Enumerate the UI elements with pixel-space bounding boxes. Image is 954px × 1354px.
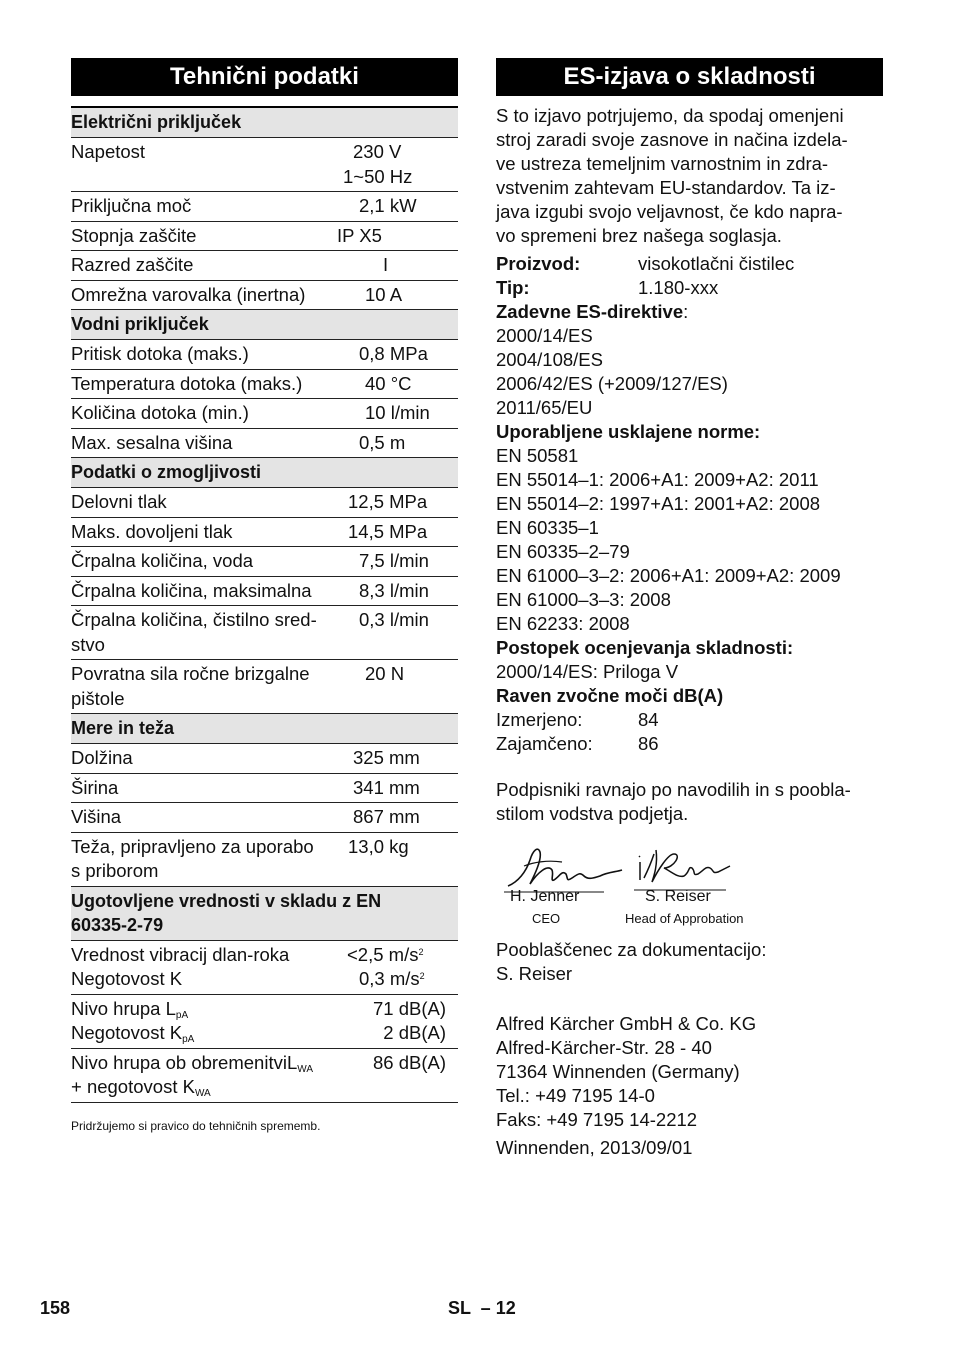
uncertainty-k-value: 0,3 m/s [359,968,420,989]
spec-label-line: stvo [71,633,105,655]
norms-list [496,444,883,636]
spec-value: 0,5 m [359,431,406,453]
guaranteed-value: 86 [638,733,659,754]
address-line: Alfred Kärcher GmbH & Co. KG [496,1013,757,1034]
spec-value-cell [343,579,458,604]
language-page-label: SL – 12 [448,1298,516,1318]
signer1-role: CEO [532,911,561,926]
signatories-line: Podpisniki ravnajo po navodilih in s poobla- [496,779,851,800]
spec-label: Temperatura dotoka (maks.) [71,372,303,394]
spec-label [71,608,343,657]
spec-value: 0,3 l/min [359,609,429,630]
procedure-label: Postopek ocenjevanja skladnosti: [496,637,794,658]
footnote: Pridržujemo si pravico do tehničnih sprememb. [71,1118,321,1133]
spec-label: Omrežna varovalka (inertna) [71,283,306,305]
spec-value-cell [343,431,458,456]
intro-line: stroj zaradi svoje zasnove in načina izdela- [496,129,848,150]
signer2-name: S. Reiser [645,888,711,905]
spec-value: 7,5 l/min [359,550,429,571]
directive-item: 2006/42/ES (+2009/127/ES) [496,373,728,394]
spec-row [71,370,458,400]
intro-paragraph [496,104,883,248]
type-label: Tip: [496,277,530,298]
spec-value: 1~50 Hz [343,165,413,187]
spec-row [71,222,458,252]
type-value: 1.180-xxx [638,277,719,298]
spec-row [71,660,458,714]
spec-row [71,138,458,192]
spec-value-cell [343,490,458,515]
guaranteed-label: Zajamčeno: [496,733,593,754]
procedure-value: 2000/14/ES: Priloga V [496,661,679,682]
technical-data-title: Tehnični podatki [71,58,458,96]
noise-unc-label: Negotovost K [71,1022,183,1043]
directive-item: 2004/108/ES [496,349,603,370]
spec-row [71,399,458,429]
address-line: Tel.: +49 7195 14-0 [496,1085,655,1106]
spec-value: 20 N [365,663,405,684]
load-sub: WA [297,1063,313,1075]
spec-value-cell [343,776,458,801]
noise-sub: pA [175,1009,189,1021]
spec-value-cell [343,662,458,711]
spec-label: Dolžina [71,747,133,768]
signatories-paragraph [496,778,883,826]
doc-rep-line: S. Reiser [496,963,573,984]
norm-item: EN 55014–1: 2006+A1: 2009+A2: 2011 [496,469,819,490]
spec-label-line: Povratna sila ročne brizgalne [71,663,310,684]
product-row [496,252,883,276]
spec-value-cell [343,608,458,657]
spec-label: Količina dotoka (min.) [71,402,249,423]
spec-row [71,606,458,660]
spec-section-title: Mere in teža [71,714,458,744]
spec-row [71,281,458,311]
measured-load-row [71,1049,458,1103]
page-number: 158 [40,1298,71,1318]
measured-label: Izmerjeno: [496,709,583,730]
measured-noise-row [71,995,458,1049]
spec-value-cell [343,140,458,189]
spec-section-title-line: 60335-2-79 [71,914,164,935]
squared-sup: 2 [418,946,424,957]
load-unc-label: + negotovost K [71,1076,195,1097]
spec-value-cell [343,342,458,367]
spec-row [71,192,458,222]
spec-row [71,547,458,577]
noise-label: Nivo hrupa L [71,997,176,1019]
spec-value-cell [343,372,458,397]
spec-label: Širina [71,776,119,798]
technical-data-column [71,58,458,1133]
spec-label: Stopnja zaščite [71,224,197,246]
noise-unc-value: 2 dB(A) [383,1022,446,1043]
spec-label: Maks. dovoljeni tlak [71,520,233,542]
spec-value-cell [343,520,458,545]
address-line: Faks: +49 7195 14-2212 [496,1109,698,1130]
signature-block [496,840,883,932]
address-line: Alfred-Kärcher-Str. 28 - 40 [496,1037,712,1058]
vibration-value: <2,5 m/s [347,943,419,965]
jenner-signature [504,842,624,894]
directive-item: 2011/65/EU [496,397,593,418]
measured-vibration-row [71,941,458,995]
vibration-label: Vrednost vibracij dlan-roka [71,943,290,965]
norms-label: Uporabljene usklajene norme: [496,421,761,442]
spec-value-cell [343,549,458,574]
spec-value-cell [343,805,458,830]
spec-label: Črpalna količina, maksimalna [71,579,312,601]
spec-label: Črpalna količina, voda [71,550,254,571]
spec-section-title: Vodni priključek [71,310,458,340]
address-line: 71364 Winnenden (Germany) [496,1061,740,1082]
squared-sup-2: 2 [419,971,425,981]
spec-value-cell [337,224,458,249]
spec-value-cell [343,283,458,308]
intro-line: vstvenim zahtevam EU-standardov. Ta iz- [496,177,836,198]
signer1-name: H. Jenner [510,888,580,905]
spec-row [71,833,458,887]
signatories-line: stilom vodstva podjetja. [496,803,689,824]
load-value: 86 dB(A) [372,1051,446,1073]
spec-value: 341 mm [353,776,420,798]
norm-item: EN 62233: 2008 [496,613,630,634]
spec-row [71,803,458,833]
signer2-role: Head of Approbation [625,911,744,926]
spec-value: 2,1 kW [359,195,417,216]
directive-item: 2000/14/ES [496,325,593,346]
spec-label: Višina [71,806,122,827]
spec-value: 10 l/min [365,402,430,423]
load-label: Nivo hrupa ob obremenitviL [71,1051,298,1073]
spec-section-title [71,887,458,941]
measured-row [496,708,883,732]
spec-row [71,251,458,281]
spec-label-line: pištole [71,687,125,709]
sound-label: Raven zvočne moči dB(A) [496,685,724,706]
spec-label: Razred zaščite [71,254,194,275]
spec-value: IP X5 [337,224,382,246]
spec-value: 40 °C [365,372,412,394]
intro-line: ve ustreza temeljnim varnostnim in zdra- [496,153,829,174]
spec-section-title-line: Ugotovljene vrednosti v skladu z EN [71,890,382,911]
spec-table [71,106,458,1103]
spec-label: Max. sesalna višina [71,431,233,453]
spec-value: 867 mm [353,806,420,827]
doc-representative [496,938,883,986]
guaranteed-row [496,732,883,756]
spec-label [71,662,343,711]
spec-row [71,577,458,607]
spec-value: I [383,254,389,275]
directives-list [496,324,883,420]
uncertainty-k-label: Negotovost K [71,968,183,989]
reiser-signature [634,840,734,892]
spec-label-line: Teža, pripravljeno za uporabo [71,835,314,857]
spec-label: Delovni tlak [71,491,167,512]
intro-line: vo spremeni brez našega soglasja. [496,225,782,246]
norm-item: EN 60335–2–79 [496,541,630,562]
spec-row [71,518,458,548]
noise-value: 71 dB(A) [372,997,446,1019]
directives-colon: : [683,301,689,322]
directives-label: Zadevne ES-direktive [496,301,684,322]
spec-value: 0,8 MPa [359,343,428,364]
spec-row [71,488,458,518]
spec-row [71,774,458,804]
spec-value: 10 A [365,283,403,305]
company-address [496,1012,883,1132]
spec-section-title: Podatki o zmogljivosti [71,458,458,488]
spec-label-line: s priborom [71,860,159,881]
spec-value-cell [343,746,458,771]
spec-row [71,744,458,774]
spec-row [71,429,458,459]
spec-value: 230 V [353,141,402,162]
norm-item: EN 61000–3–2: 2006+A1: 2009+A2: 2009 [496,565,841,586]
doc-rep-line: Pooblaščenec za dokumentacijo: [496,939,767,960]
spec-value-cell [343,835,458,884]
spec-label: Priključna moč [71,195,192,216]
spec-label [71,835,343,884]
product-label: Proizvod: [496,253,581,274]
spec-value-cell [343,253,458,278]
spec-label-line: Črpalna količina, čistilno sred- [71,609,317,630]
norm-item: EN 60335–1 [496,517,599,538]
spec-label: Napetost [71,141,146,162]
directives-heading [496,300,883,324]
spec-value: 325 mm [353,747,420,768]
spec-value: 14,5 MPa [348,520,428,542]
spec-label: Pritisk dotoka (maks.) [71,343,249,364]
declaration-column [496,58,883,1161]
spec-value: 13,0 kg [348,835,409,857]
type-row [496,276,883,300]
measured-value: 84 [638,709,659,730]
spec-value: 8,3 l/min [359,579,429,601]
norm-item: EN 50581 [496,445,579,466]
place-date: Winnenden, 2013/09/01 [496,1137,693,1158]
declaration-title: ES-izjava o skladnosti [496,58,883,96]
spec-row [71,340,458,370]
noise-unc-sub: pA [182,1034,195,1045]
load-unc-sub: WA [194,1088,211,1099]
intro-line: java izgubi svojo veljavnost, če kdo napra- [496,201,843,222]
norm-item: EN 61000–3–3: 2008 [496,589,671,610]
spec-value: 12,5 MPa [348,491,428,512]
norm-item: EN 55014–2: 1997+A1: 2001+A2: 2008 [496,493,821,514]
intro-line: S to izjavo potrjujemo, da spodaj omenjeni [496,105,844,126]
product-value: visokotlačni čistilec [638,253,795,274]
spec-section-title: Električni priključek [71,108,458,138]
spec-value-cell [343,194,458,219]
spec-value-cell [343,401,458,426]
